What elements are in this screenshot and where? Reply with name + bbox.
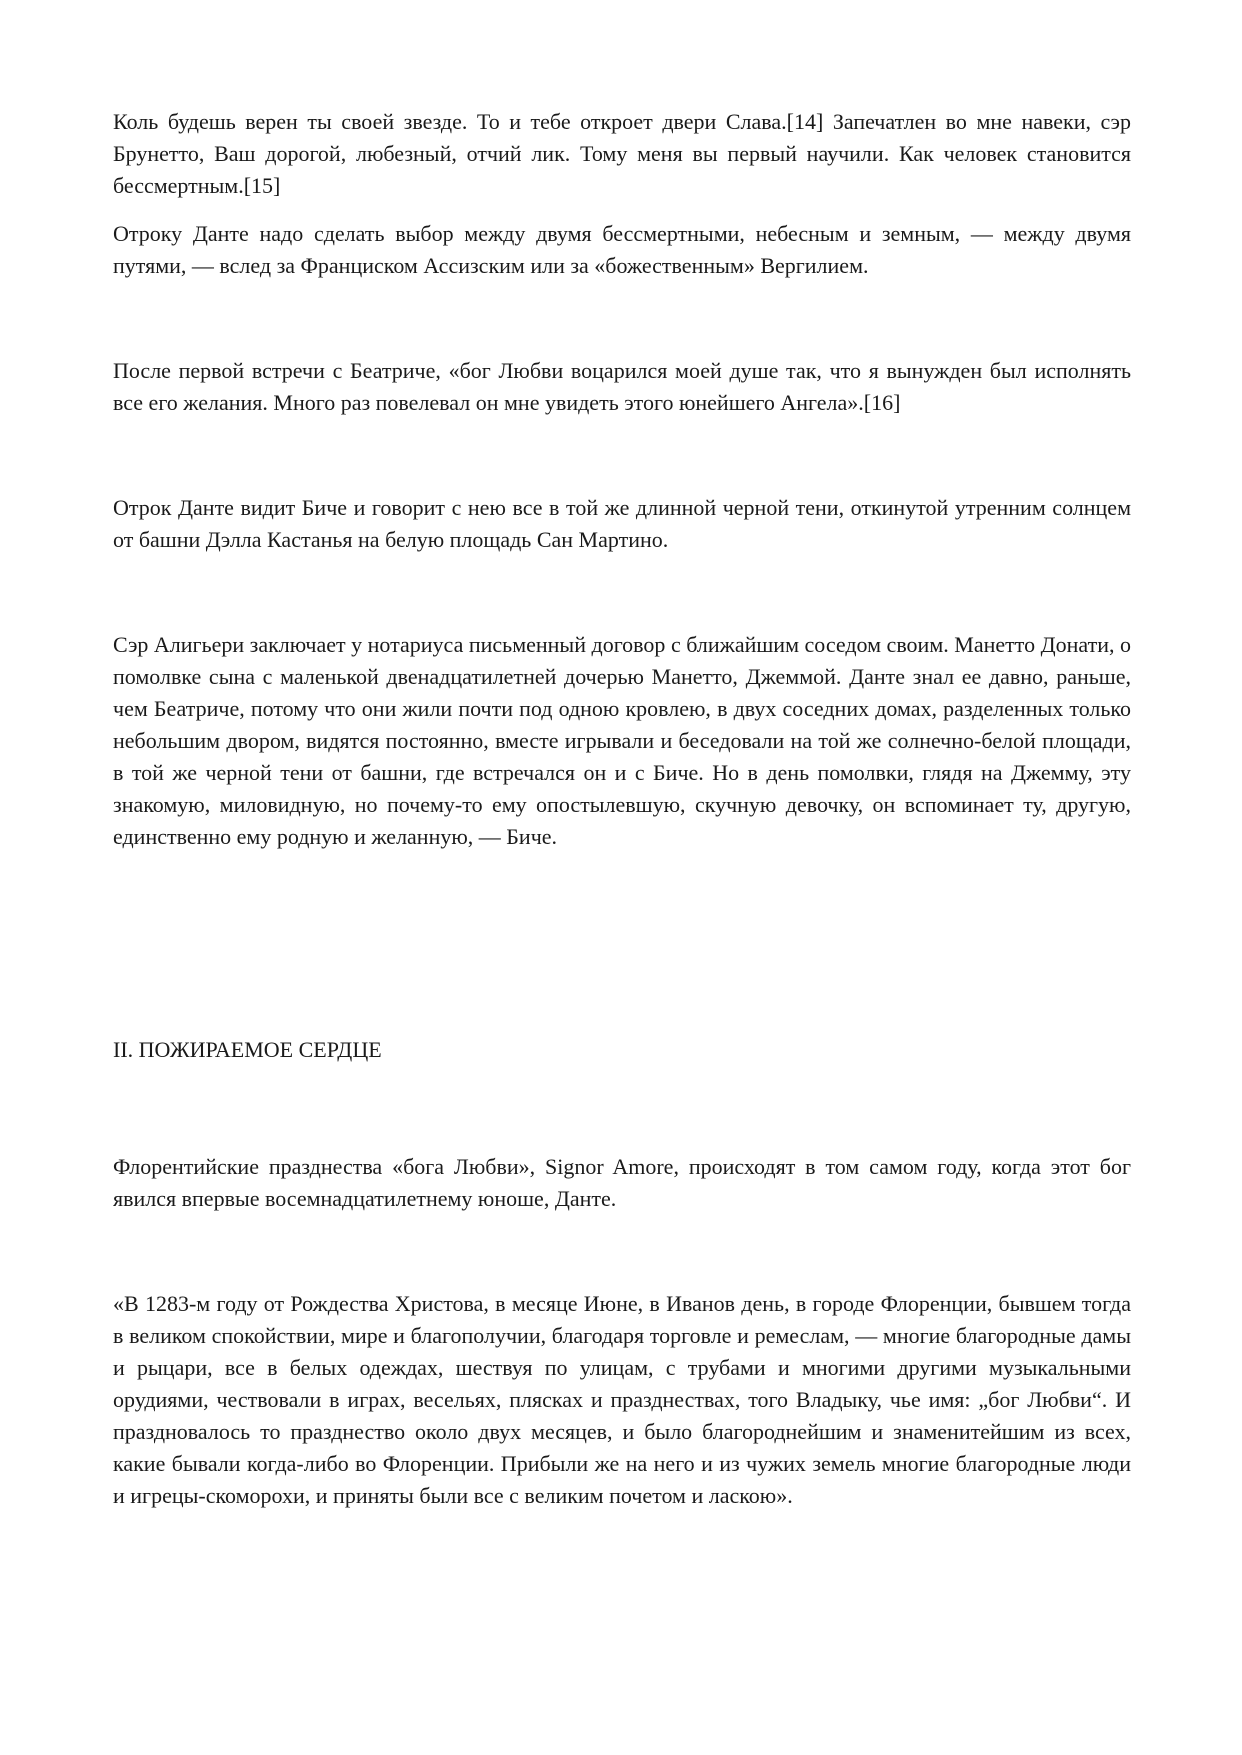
paragraph-two-paths: Отроку Данте надо сделать выбор между двумя бессмертными, небесным и земным, — между двумя путями, — вслед за Франциском Ассизским или за «божественным» Вергилием.	[113, 221, 1131, 278]
spacer	[113, 419, 1131, 492]
paragraph-chronicle-quote: «В 1283-м году от Рождества Христова, в месяце Июне, в Иванов день, в городе Флоренции, бывшем тогда в великом спокойствии, мире и благополучии, благодаря торговле и ремеслам, — многие благородные дамы и рыцари, все в белых одеждах, шествуя по улицам, с трубами и многими другими музыкальными орудиями, чествовали в играх, весельях, плясках и празднествах, того Владыку, чье имя: „бог Любви“. И праздновалось то празднество около двух месяцев, и было благороднейшим и знаменитейшим из всех, какие бывали когда-либо во Флоренции. Прибыли же на него и из чужих земель многие благородные люди и игрецы-скоморохи, и приняты были все с великим почетом и ласкою».	[113, 1291, 1131, 1508]
spacer	[113, 556, 1131, 629]
paragraph-sir-brunetto: Коль будешь верен ты своей звезде. То и тебе откроет двери Слава.[14] Запечатлен во мне навеки, сэр Брунетто, Ваш дорогой, любезный, отчий лик. Тому меня вы первый научили. Как человек становится бессмертным.[15]	[113, 109, 1131, 198]
spacer	[113, 202, 1131, 218]
spacer	[113, 1066, 1131, 1151]
document-page	[113, 106, 1131, 1512]
paragraph-festivities: Флорентийские празднества «бога Любви», Signor Amore, происходят в том самом году, когда этот бог явился впервые восемнадцатилетнему юноше, Данте.	[113, 1154, 1131, 1211]
spacer	[113, 282, 1131, 355]
paragraph-bice-shadow: Отрок Данте видит Биче и говорит с нею все в той же длинной черной тени, откинутой утренним солнцем от башни Дэлла Кастанья на белую площадь Сан Мартино.	[113, 495, 1131, 552]
spacer	[113, 853, 1131, 1034]
paragraph-first-meeting: После первой встречи с Беатриче, «бог Любви воцарился моей душе так, что я вынужден был исполнять все его желания. Много раз повелевал он мне увидеть этого юнейшего Ангела».[16]	[113, 358, 1131, 415]
paragraph-betrothal: Сэр Алигьери заключает у нотариуса письменный договор с ближайшим соседом своим. Манетто Донати, о помолвке сына с маленькой двенадцатилетней дочерью Манетто, Джеммой. Данте знал ее давно, раньше, чем Беатриче, потому что они жили почти под одною кровлею, в двух соседних домах, разделенных только небольшим двором, видятся постоянно, вместе игрывали и беседовали на той же солнечно-белой площади, в той же черной тени от башни, где встречался он и с Биче. Но в день помолвки, глядя на Джемму, эту знакомую, миловидную, но почему-то ему опостылевшую, скучную девочку, он вспоминает ту, другую, единственно ему родную и желанную, — Биче.	[113, 632, 1131, 849]
chapter-heading: II. ПОЖИРАЕМОЕ СЕРДЦЕ	[113, 1037, 382, 1062]
spacer	[113, 1215, 1131, 1288]
